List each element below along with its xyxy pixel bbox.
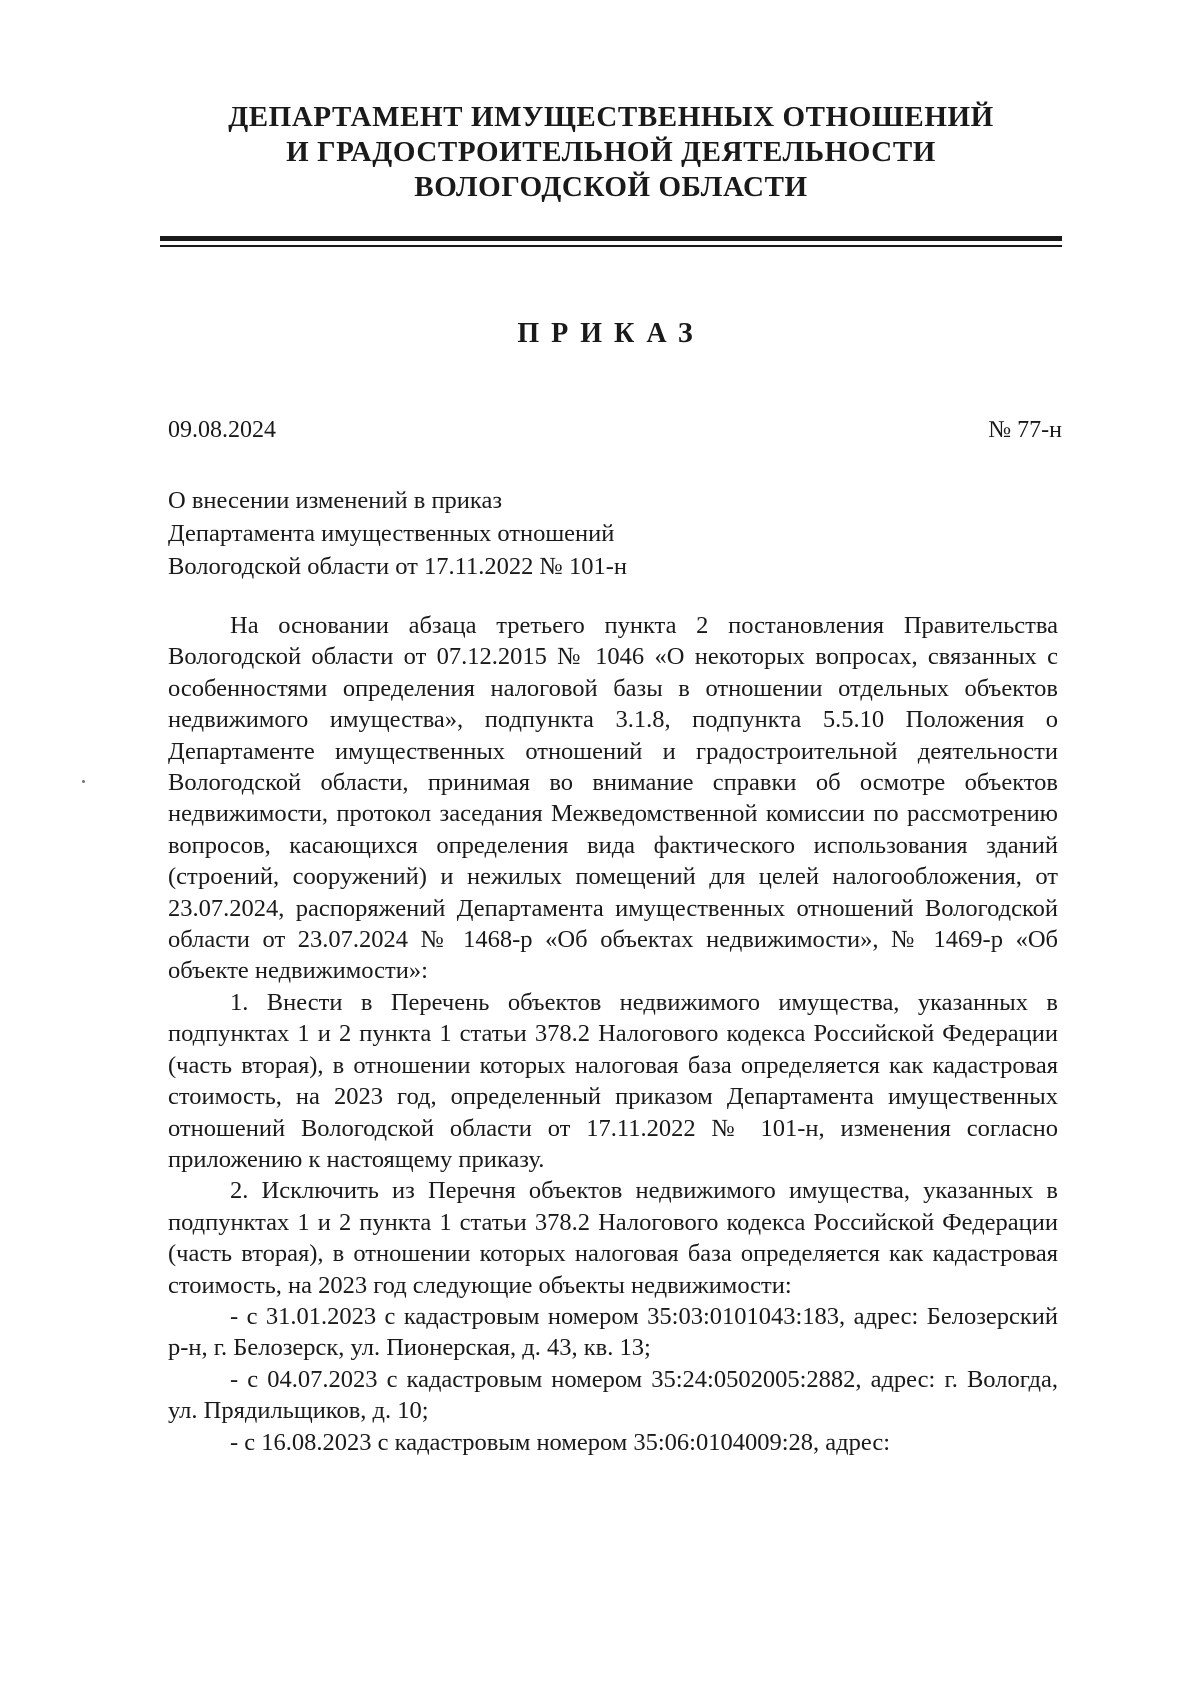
- header-line-2: И ГРАДОСТРОИТЕЛЬНОЙ ДЕЯТЕЛЬНОСТИ: [286, 136, 936, 168]
- exclusion-item-3: - с 16.08.2023 с кадастровым номером 35:06:0104009:28, адрес:: [230, 1428, 891, 1456]
- document-type-title: ПРИКАЗ: [517, 318, 705, 349]
- exclusion-item-1: - с 31.01.2023 с кадастровым номером 35:03:0101043:183, адрес: Белозерский р-н, г. Белозерск, ул. Пионерская, д. 43, кв. 13;: [168, 1302, 1058, 1362]
- header-divider: [160, 236, 1062, 248]
- subject-line-3: Вологодской области от 17.11.2022 № 101-н: [168, 553, 627, 580]
- exclusion-item-2: - с 04.07.2023 с кадастровым номером 35:24:0502005:2882, адрес: г. Вологда, ул. Прядильщиков, д. 10;: [168, 1365, 1058, 1425]
- document-number: № 77-н: [988, 417, 1062, 443]
- document-subject: [168, 484, 627, 583]
- item-1-paragraph: 1. Внести в Перечень объектов недвижимого имущества, указанных в подпунктах 1 и 2 пункта 1 статьи 378.2 Налогового кодекса Российской Федерации (часть вторая), в отношении которых налоговая база определяется как кадастровая стоимость, на 2023 год, определенный приказом Департамента имущественных отношений Вологодской области от 17.11.2022 № 101-н, изменения согласно приложению к настоящему приказу.: [168, 988, 1058, 1173]
- preamble-paragraph: На основании абзаца третьего пункта 2 постановления Правительства Вологодской области от 07.12.2015 № 1046 «О некоторых вопросах, связанных с особенностями определения налоговой базы в отношении отдельных объектов недвижимого имущества», подпункта 3.1.8, подпункта 5.5.10 Положения о Департаменте имущественных отношений и градостроительной деятельности Вологодской области, принимая во внимание справки об осмотре объектов недвижимости, протокол заседания Межведомственной комиссии по рассмотрению вопросов, касающихся определения вида фактического использования зданий (строений, сооружений) и нежилых помещений для целей налогообложения, от 23.07.2024, распоряжений Департамента имущественных отношений Вологодской области от 23.07.2024 № 1468-р «Об объектах недвижимости», № 1469-р «Об объекте недвижимости»:: [168, 612, 1058, 985]
- header-line-1: ДЕПАРТАМЕНТ ИМУЩЕСТВЕННЫХ ОТНОШЕНИЙ: [228, 101, 994, 133]
- scan-speck: [82, 780, 85, 783]
- document-body: [168, 610, 1058, 1458]
- subject-line-2: Департамента имущественных отношений: [168, 520, 615, 547]
- document-date: 09.08.2024: [168, 417, 276, 443]
- header-line-3: ВОЛОГОДСКОЙ ОБЛАСТИ: [414, 171, 808, 203]
- department-header: [160, 100, 1062, 205]
- divider-thin-line: [160, 245, 1062, 247]
- divider-thick-line: [160, 236, 1062, 241]
- item-2-paragraph: 2. Исключить из Перечня объектов недвижимого имущества, указанных в подпунктах 1 и 2 пункта 1 статьи 378.2 Налогового кодекса Российской Федерации (часть вторая), в отношении которых налоговая база определяется как кадастровая стоимость, на 2023 год следующие объекты недвижимости:: [168, 1177, 1058, 1299]
- subject-line-1: О внесении изменений в приказ: [168, 487, 503, 514]
